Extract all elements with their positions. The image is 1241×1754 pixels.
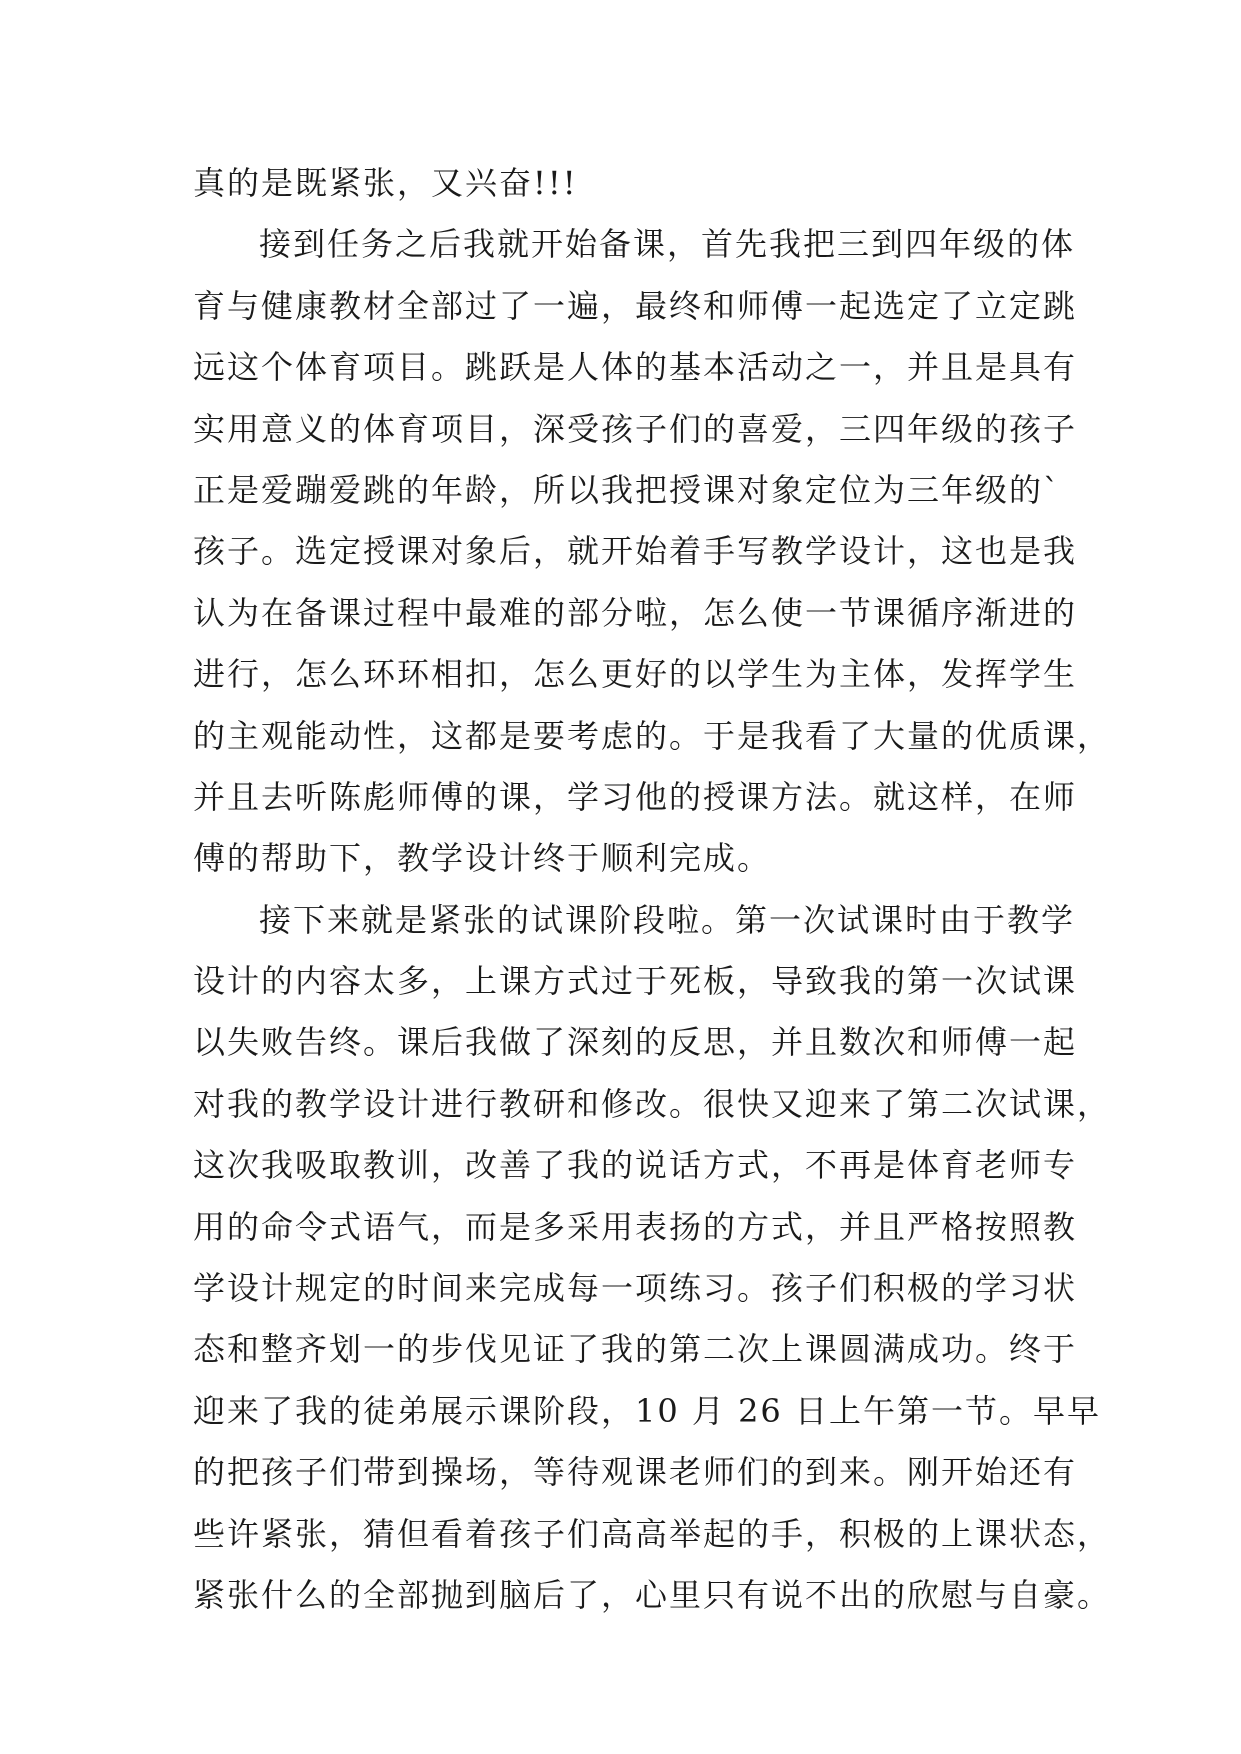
text-line: 认为在备课过程中最难的部分啦，怎么使一节课循序渐进的 <box>193 593 1078 632</box>
text-line: 学设计规定的时间来完成每一项练习。孩子们积极的学习状 <box>193 1269 1078 1308</box>
text-line: 的把孩子们带到操场，等待观课老师们的到来。刚开始还有 <box>193 1453 1078 1492</box>
text-line: 真的是既紧张，又兴奋!!! <box>193 164 578 202</box>
text-line: 育与健康教材全部过了一遍，最终和师傅一起选定了立定跳 <box>193 286 1078 325</box>
body-text <box>193 153 1112 1626</box>
paragraph-start-line: 接到任务之后我就开始备课，首先我把三到四年级的体 <box>259 225 1076 264</box>
text-line: 这次我吸取教训，改善了我的说话方式，不再是体育老师专 <box>193 1146 1078 1185</box>
text-line: 设计的内容太多，上课方式过于死板，导致我的第一次试课 <box>193 962 1078 1001</box>
text-line: 紧张什么的全部抛到脑后了，心里只有说不出的欣慰与自豪。 <box>193 1575 1112 1614</box>
text-line: 傅的帮助下，教学设计终于顺利完成。 <box>193 839 772 878</box>
text-line: 实用意义的体育项目，深受孩子们的喜爱，三四年级的孩子 <box>193 409 1078 448</box>
text-line: 远这个体育项目。跳跃是人体的基本活动之一，并且是具有 <box>193 348 1078 387</box>
paragraph-start-line: 接下来就是紧张的试课阶段啦。第一次试课时由于教学 <box>259 900 1076 939</box>
text-line: 正是爱蹦爱跳的年龄，所以我把授课对象定位为三年级的` <box>193 470 1062 509</box>
text-line: 进行，怎么环环相扣，怎么更好的以学生为主体，发挥学生 <box>193 655 1078 694</box>
text-line: 对我的教学设计进行教研和修改。很快又迎来了第二次试课， <box>193 1084 1112 1123</box>
text-line: 迎来了我的徒弟展示课阶段，10 月 26 日上午第一节。早早 <box>193 1391 1101 1430</box>
text-line: 些许紧张，猜但看着孩子们高高举起的手，积极的上课状态， <box>193 1514 1112 1553</box>
text-line: 孩子。选定授课对象后，就开始着手写教学设计，这也是我 <box>193 532 1078 571</box>
text-line: 以失败告终。课后我做了深刻的反思，并且数次和师傅一起 <box>193 1023 1078 1062</box>
text-line: 态和整齐划一的步伐见证了我的第二次上课圆满成功。终于 <box>193 1330 1078 1369</box>
text-line: 的主观能动性，这都是要考虑的。于是我看了大量的优质课， <box>193 716 1112 755</box>
text-line: 并且去听陈彪师傅的课，学习他的授课方法。就这样，在师 <box>193 777 1078 816</box>
text-line: 用的命令式语气，而是多采用表扬的方式，并且严格按照教 <box>193 1207 1078 1246</box>
